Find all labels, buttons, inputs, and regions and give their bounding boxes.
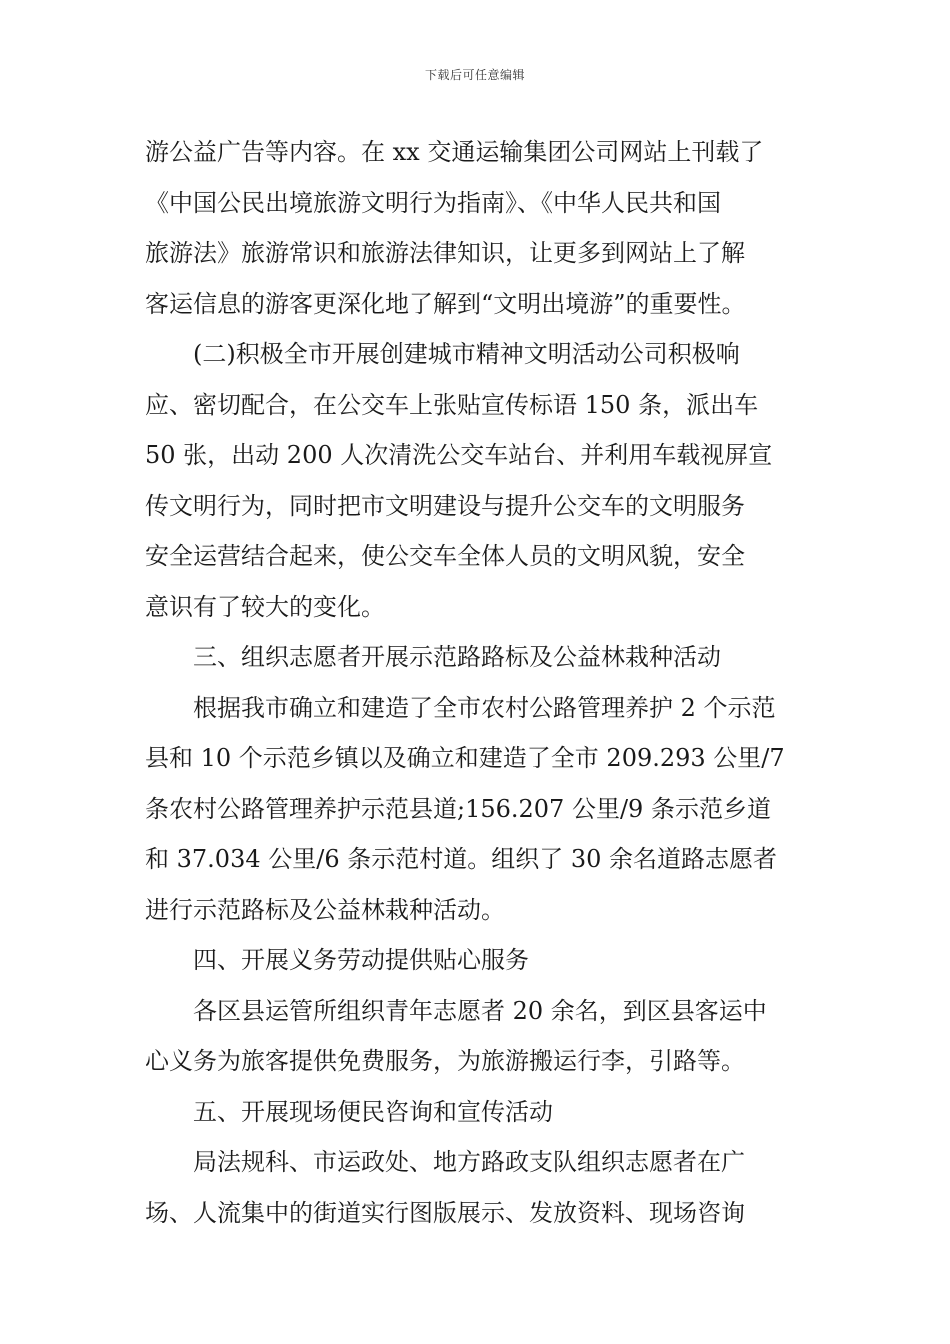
text-line: 游公益广告等内容。在 xx 交通运输集团公司网站上刊载了	[145, 138, 764, 166]
paragraph-first-line: 根据我市确立和建造了全市农村公路管理养护 2 个示范	[193, 693, 776, 722]
paragraph-first-line: 局法规科、市运政处、地方路政支队组织志愿者在广	[193, 1148, 745, 1176]
text-line: 意识有了较大的变化。	[145, 592, 385, 621]
text-line: 安全运营结合起来，使公交车全体人员的文明风貌，安全	[145, 542, 745, 570]
paragraph-first-line: 各区县运管所组织青年志愿者 20 余名，到区县客运中	[193, 996, 767, 1025]
text-line: 50 张，出动 200 人次清洗公交车站台、并利用车载视屏宣	[145, 441, 773, 469]
text-line: 进行示范路标及公益林栽种活动。	[145, 895, 505, 924]
text-line: 客运信息的游客更深化地了解到“文明出境游”的重要性。	[145, 289, 746, 318]
text-line: 条农村公路管理养护示范县道;156.207 公里/9 条示范乡道	[145, 794, 771, 823]
page-header: 下载后可任意编辑	[424, 68, 525, 82]
text-line: 县和 10 个示范乡镇以及确立和建造了全市 209.293 公里/7	[145, 744, 785, 772]
text-line: 传文明行为，同时把市文明建设与提升公交车的文明服务	[145, 491, 745, 520]
section-heading: 五、开展现场便民咨询和宣传活动	[193, 1097, 553, 1126]
text-line: 旅游法》旅游常识和旅游法律知识，让更多到网站上了解	[145, 239, 745, 267]
section-heading: 三、组织志愿者开展示范路路标及公益林栽种活动	[193, 643, 721, 671]
text-line: 和 37.034 公里/6 条示范村道。组织了 30 余名道路志愿者	[145, 845, 778, 873]
paragraph-first-line: (二)积极全市开展创建城市精神文明活动公司积极响	[193, 340, 740, 368]
text-line: 心义务为旅客提供免费服务，为旅游搬运行李，引路等。	[145, 1047, 745, 1075]
text-line: 应、密切配合，在公交车上张贴宣传标语 150 条，派出车	[145, 390, 759, 419]
text-line: 《中国公民出境旅游文明行为指南》、《中华人民共和国	[145, 188, 721, 217]
section-heading: 四、开展义务劳动提供贴心服务	[193, 946, 529, 974]
body-text	[145, 127, 810, 1238]
text-line: 场、人流集中的街道实行图版展示、发放资料、现场咨询	[145, 1198, 745, 1227]
